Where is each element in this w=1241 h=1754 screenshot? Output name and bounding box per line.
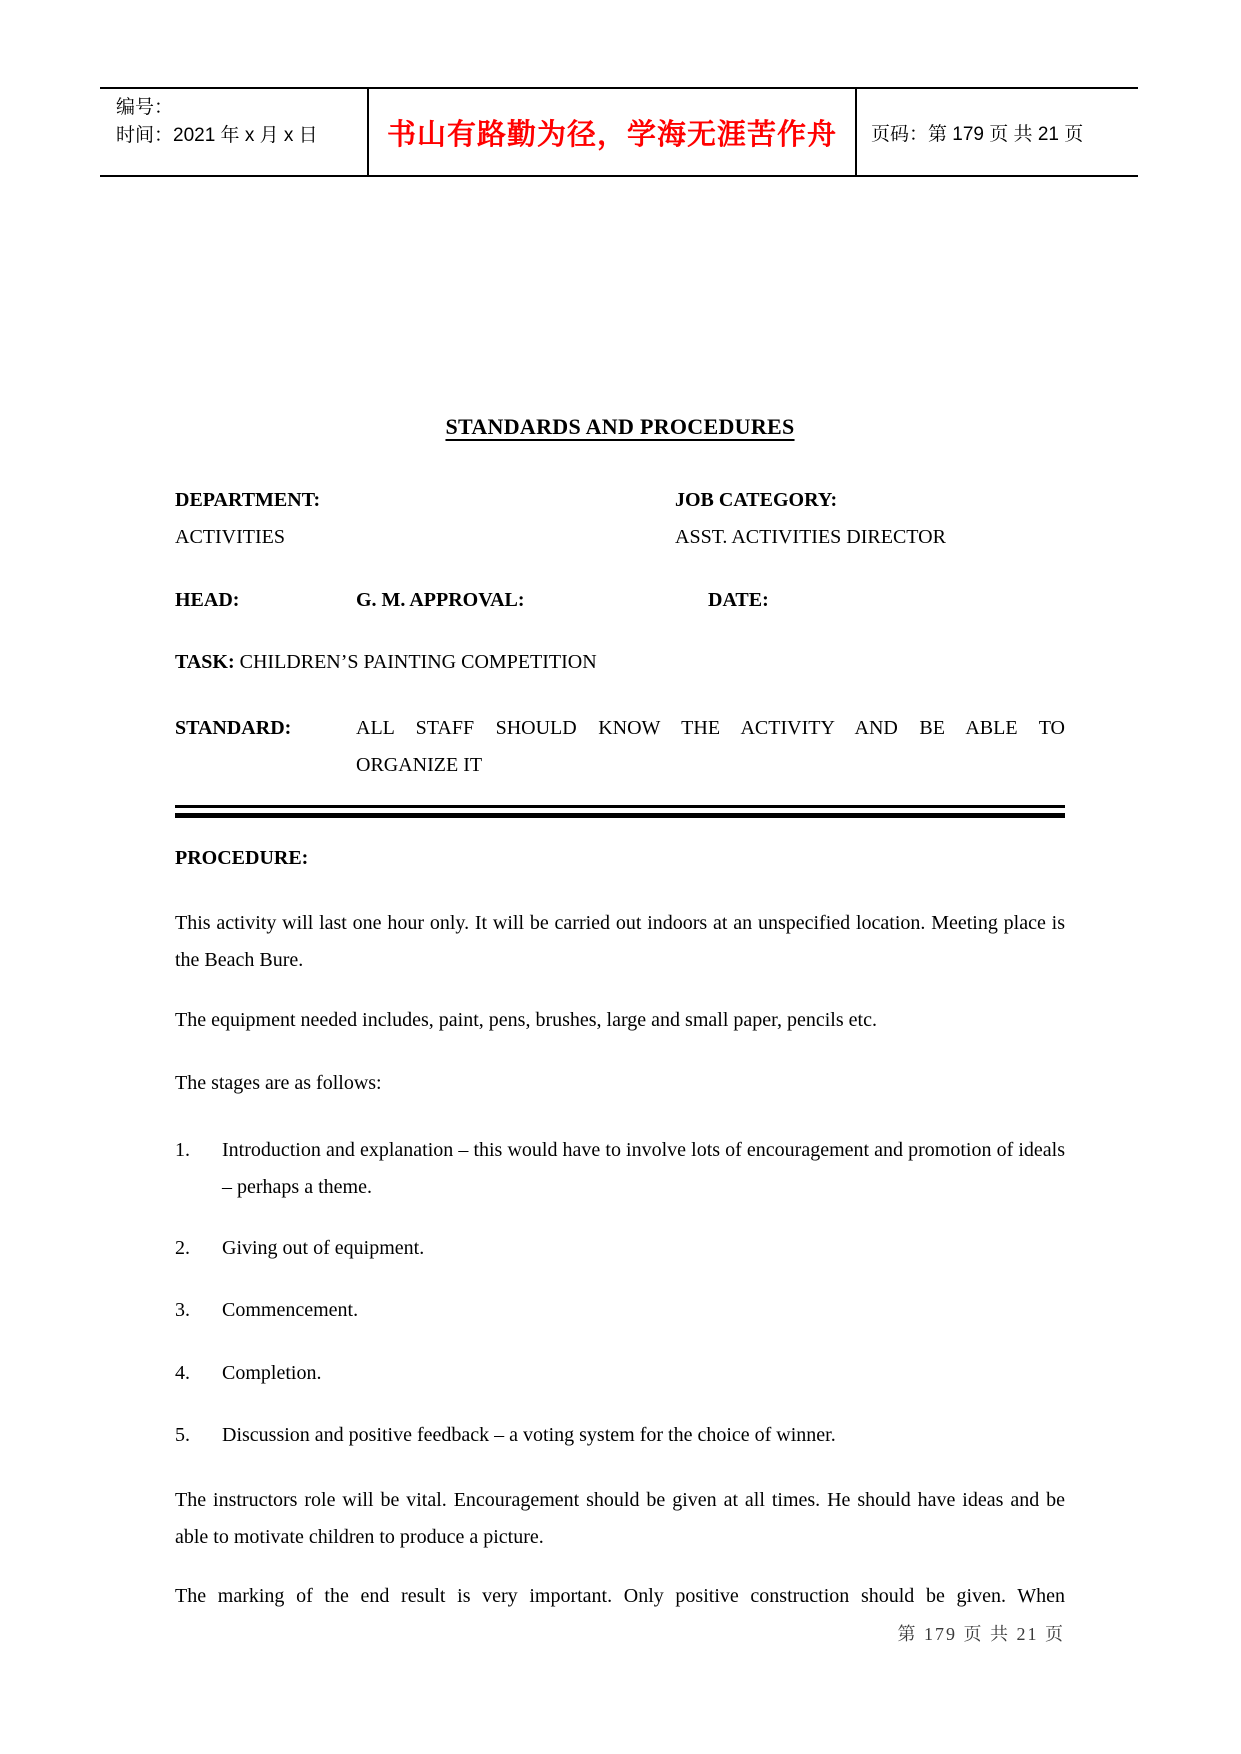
department-job-row — [175, 482, 1065, 556]
list-item-number: 4. — [175, 1362, 190, 1384]
approval-row — [175, 582, 1065, 619]
paragraph: The stages are as follows: — [175, 1072, 382, 1094]
document-body — [175, 0, 1065, 1649]
section-divider — [175, 805, 1065, 818]
list-item-text: Discussion and positive feedback – a voting system for the choice of winner. — [222, 1424, 836, 1446]
standard-value-line2: ORGANIZE IT — [356, 754, 483, 776]
head-label: HEAD: — [175, 589, 240, 611]
paragraph: The marking of the end result is very important. Only positive construction should be given. When — [175, 1585, 1065, 1607]
header-page-info: 页码：第 179 页 共 21 页 — [871, 123, 1084, 145]
footer-page-info: 第 179 页 共 21 页 — [897, 1624, 1065, 1644]
task-value: CHILDREN’S PAINTING COMPETITION — [239, 651, 597, 673]
header-doc-date: 时间：2021 年 x 月 x 日 — [116, 125, 318, 146]
list-item — [175, 1355, 1065, 1392]
page-title: STANDARDS AND PROCEDURES — [445, 414, 795, 439]
list-item-number: 5. — [175, 1424, 190, 1446]
standard-value-line1: ALL STAFF SHOULD KNOW THE ACTIVITY AND BE ABLE TO — [356, 717, 1065, 739]
job-category-block — [675, 482, 1065, 556]
department-value: ACTIVITIES — [175, 526, 285, 548]
department-block — [175, 482, 675, 556]
date-label: DATE: — [708, 589, 769, 611]
paragraph: The instructors role will be vital. Encouragement should be given at all times. He should have ideas and be able to motivate children to produce a picture. — [175, 1489, 1065, 1548]
paragraph: This activity will last one hour only. It will be carried out indoors at an unspecified location. Meeting place is the Beach Bure. — [175, 912, 1065, 971]
header-doc-number: 编号： — [116, 97, 174, 118]
list-item-text: Introduction and explanation – this would have to involve lots of encouragement and promotion of ideals – perhaps a theme. — [222, 1139, 1065, 1198]
standard-label: STANDARD: — [175, 717, 292, 739]
gm-approval-label: G. M. APPROVAL: — [356, 589, 525, 611]
list-item-number: 3. — [175, 1299, 190, 1321]
procedure-label: PROCEDURE: — [175, 847, 309, 869]
standard-value — [356, 710, 1065, 784]
list-item-text: Commencement. — [222, 1299, 359, 1321]
list-item-text: Giving out of equipment. — [222, 1237, 425, 1259]
list-item-number: 1. — [175, 1139, 190, 1161]
header-slogan: 书山有路勤为径，学海无涯苦作舟 — [386, 118, 837, 151]
task-label: TASK: — [175, 651, 235, 673]
list-item-text: Completion. — [222, 1362, 322, 1384]
paragraph: The equipment needed includes, paint, pens, brushes, large and small paper, pencils etc. — [175, 1009, 877, 1031]
job-category-label: JOB CATEGORY: — [675, 489, 838, 511]
list-item — [175, 1230, 1065, 1267]
task-row — [175, 644, 1065, 681]
list-item — [175, 1292, 1065, 1329]
standard-row — [175, 710, 1065, 784]
job-category-value: ASST. ACTIVITIES DIRECTOR — [675, 526, 946, 548]
department-label: DEPARTMENT: — [175, 489, 321, 511]
list-item — [175, 1132, 1065, 1206]
list-item-number: 2. — [175, 1237, 190, 1259]
list-item — [175, 1417, 1065, 1454]
